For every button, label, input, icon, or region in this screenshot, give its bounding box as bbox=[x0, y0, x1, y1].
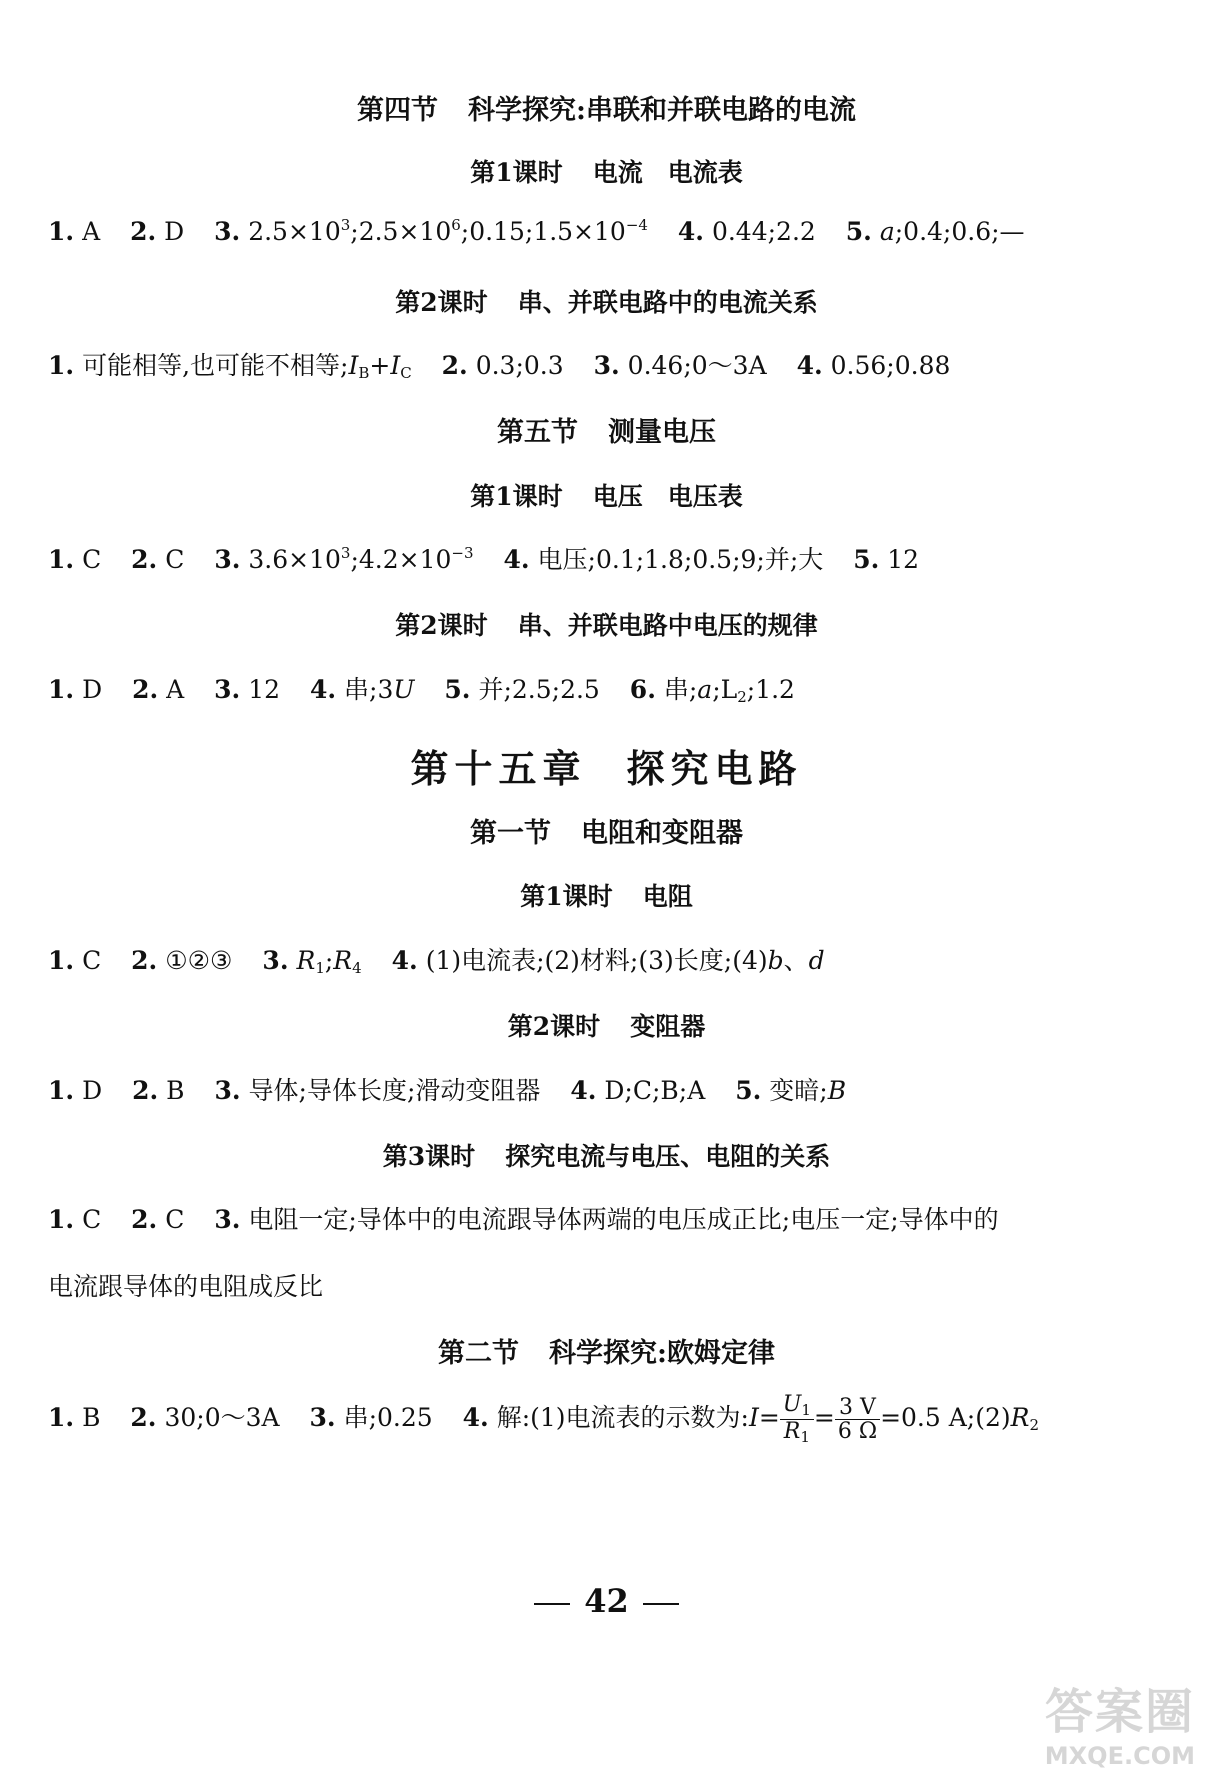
lesson-heading: 第2课时 串、并联电路中的电流关系 bbox=[395, 288, 818, 317]
dash-right bbox=[643, 1603, 679, 1605]
answer-line-continuation: 电流跟导体的电阻成反比 bbox=[48, 1272, 324, 1301]
chapter-title: 第十五章 探究电路 bbox=[410, 746, 803, 791]
answer-line: 1. B 2. 30;0～3A 3. 串;0.25 4. 解:(1)电流表的示数为:I= $\frac{U_1}{R_1}$ = $\frac{3 V}{6 \Omega}$ =0.5 $A;(2)R_2$ bbox=[48, 1392, 1039, 1446]
answer-line: 1. D 2. A 3. 12 4. 串;3U 5. 并;2.5;2.5 6. 串$;a;L_2;1.2$ bbox=[48, 675, 795, 706]
answer-line: 1. A 2. D 3. $2.5\times 10^3;2.5\times 10^6;0.15;1.5\times 10^{-4}$ 4. 0.44;2.2 5. a;0.4;0.6;— bbox=[48, 216, 1025, 246]
lesson-heading: 第1课时 电流 电流表 bbox=[470, 158, 743, 187]
lesson-heading: 第3课时 探究电流与电压、电阻的关系 bbox=[382, 1142, 831, 1171]
section-heading: 第五节 测量电压 bbox=[497, 417, 716, 448]
answer-line: 1. C 2. C 3. $3.6\times 10^3;4.2\times 10^{-3}$ 4. 电压;0.1;1.8;0.5;9;并;大 5. 12 bbox=[48, 544, 920, 574]
lesson-heading: 第2课时 串、并联电路中电压的规律 bbox=[395, 611, 818, 640]
page-number: 42 bbox=[0, 1582, 1213, 1620]
section-heading: 第一节 电阻和变阻器 bbox=[470, 818, 743, 849]
section-heading: 第二节 科学探究:欧姆定律 bbox=[438, 1338, 775, 1369]
fraction-u1-over-r1: $\frac{U_1}{R_1}$ bbox=[780, 1393, 814, 1446]
lesson-heading: 第1课时 电阻 bbox=[520, 882, 693, 911]
fraction-values: $\frac{3 V}{6 \Omega}$ bbox=[835, 1396, 880, 1443]
answer-line: 1. C 2. C 3. 电阻一定;导体中的电流跟导体两端的电压成正比;电压一定;导体中的 bbox=[48, 1205, 999, 1234]
lesson-heading: 第1课时 电压 电压表 bbox=[470, 482, 743, 511]
answer-line: 1. D 2. B 3. 导体;导体长度;滑动变阻器 4. D;C;B;A 5. 变暗;B bbox=[48, 1076, 847, 1105]
dash-left bbox=[534, 1603, 570, 1605]
answer-line: 1. 可能相等,也可能不相等$;I_B+I_C$ 2. 0.3;0.3 3. 0.46;0～3A 4. 0.56;0.88 bbox=[48, 351, 951, 382]
watermark-logo: 答案圈 MXQE.COM bbox=[1044, 1684, 1195, 1770]
answer-line: 1. C 2. ①②③ 3. $R_1;R_4$ 4. (1)电流表;(2)材料;(3)长度;(4)b、d bbox=[48, 946, 825, 977]
lesson-heading: 第2课时 变阻器 bbox=[507, 1012, 706, 1041]
section-heading: 第四节 科学探究:串联和并联电路的电流 bbox=[357, 95, 856, 126]
